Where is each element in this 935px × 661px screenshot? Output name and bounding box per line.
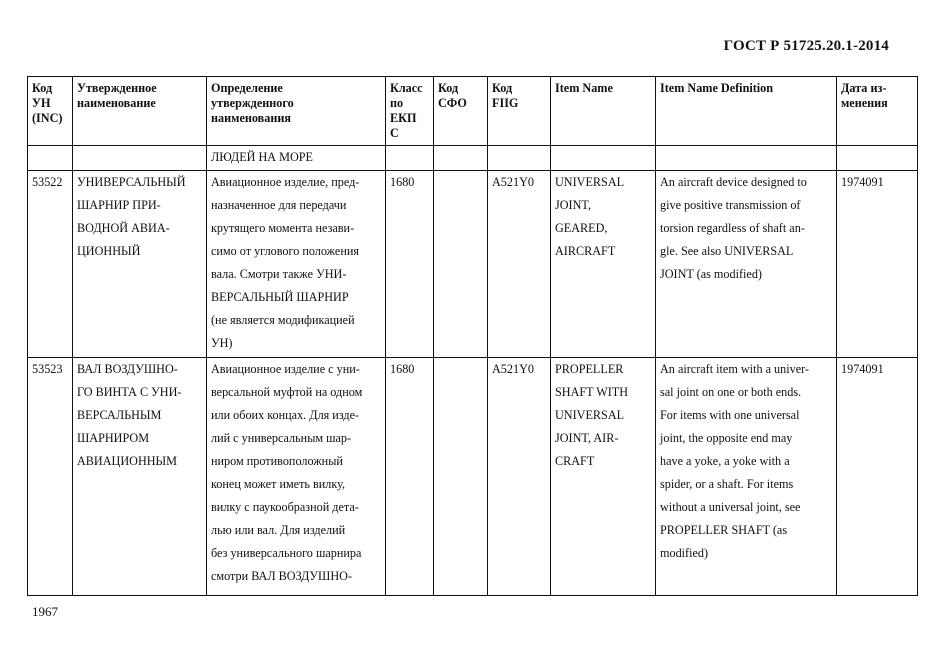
header-inc: Код УН (INC) — [28, 77, 73, 146]
cell-inc: 53522 — [28, 171, 73, 358]
table-row — [28, 171, 918, 358]
cell-empty — [551, 146, 656, 171]
cell-sfo — [434, 358, 488, 596]
header-class: Класс по ЕКП С — [386, 77, 434, 146]
cell-empty — [837, 146, 918, 171]
continuation-row — [28, 146, 918, 171]
cell-approved-name: ВАЛ ВОЗДУШНО- ГО ВИНТА С УНИ- ВЕРСАЛЬНЫМ ШАРНИРОМ АВИАЦИОННЫМ — [73, 358, 207, 596]
cell-fiig: A521Y0 — [488, 171, 551, 358]
cell-fiig: A521Y0 — [488, 358, 551, 596]
cell-inc: 53523 — [28, 358, 73, 596]
cell-change-date: 1974091 — [837, 358, 918, 596]
cell-class: 1680 — [386, 171, 434, 358]
header-sfo: Код СФО — [434, 77, 488, 146]
cell-class: 1680 — [386, 358, 434, 596]
header-item-definition: Item Name Definition — [656, 77, 837, 146]
cell-change-date: 1974091 — [837, 171, 918, 358]
cell-item-definition: An aircraft device designed to give positive transmission of torsion regardless of shaft an- gle. See also UNIVERSAL JOINT (as modified) — [656, 171, 837, 358]
cell-empty — [488, 146, 551, 171]
cell-item-name: UNIVERSAL JOINT, GEARED, AIRCRAFT — [551, 171, 656, 358]
cell-empty — [73, 146, 207, 171]
table-row — [28, 358, 918, 596]
continuation-text: ЛЮДЕЙ НА МОРЕ — [207, 146, 386, 171]
header-definition-ru: Определение утвержденного наименования — [207, 77, 386, 146]
header-approved-name: Утвержденное наименование — [73, 77, 207, 146]
cell-sfo — [434, 171, 488, 358]
header-change-date: Дата из- менения — [837, 77, 918, 146]
cell-empty — [386, 146, 434, 171]
cell-approved-name: УНИВЕРСАЛЬНЫЙ ШАРНИР ПРИ- ВОДНОЙ АВИА- ЦИОННЫЙ — [73, 171, 207, 358]
document-code: ГОСТ Р 51725.20.1-2014 — [723, 38, 889, 54]
cell-empty — [434, 146, 488, 171]
cell-definition-ru: Авиационное изделие с уни- версальной муфтой на одном или обоих концах. Для изде- лий с универсальным шар- ниром противоположный конец может иметь вилку, вилку с паукообразной дета- лью или вал. Для изделий без универсального шарнира смотри ВАЛ ВОЗДУШНО- — [207, 358, 386, 596]
header-item-name: Item Name — [551, 77, 656, 146]
catalog-table — [27, 76, 918, 596]
header-row — [28, 77, 918, 146]
cell-definition-ru: Авиационное изделие, пред- назначенное для передачи крутящего момента незави- симо от углового положения вала. Смотри также УНИ- ВЕРСАЛЬНЫЙ ШАРНИР (не является модификацией УН) — [207, 171, 386, 358]
header-fiig: Код FIIG — [488, 77, 551, 146]
cell-empty — [28, 146, 73, 171]
page-number: 1967 — [32, 604, 58, 619]
cell-item-name: PROPELLER SHAFT WITH UNIVERSAL JOINT, AIR- CRAFT — [551, 358, 656, 596]
cell-empty — [656, 146, 837, 171]
cell-item-definition: An aircraft item with a univer- sal joint on one or both ends. For items with one universal joint, the opposite end may have a yoke, a yoke with a spider, or a shaft. For items without a universal joint, see PROPELLER SHAFT (as modified) — [656, 358, 837, 596]
